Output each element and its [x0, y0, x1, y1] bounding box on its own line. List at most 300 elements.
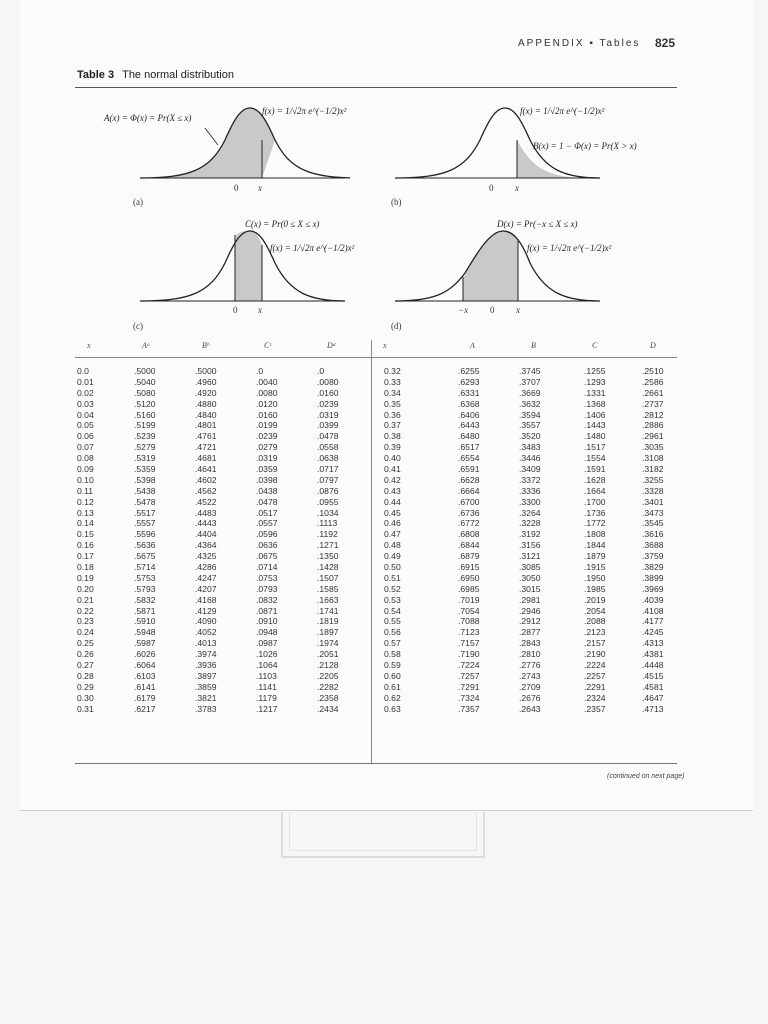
- table-cell: .5478: [134, 496, 156, 507]
- col-header-d-left: Dᵈ: [327, 341, 336, 350]
- table-cell: .3707: [519, 376, 541, 387]
- table-cell: .0871: [256, 605, 278, 616]
- table-cell: .6443: [458, 420, 480, 431]
- table-cell: .4325: [195, 551, 217, 562]
- table-cell: .3616: [642, 529, 664, 540]
- table-cell: .5000: [134, 366, 156, 376]
- table-cell: 0.23: [77, 616, 94, 627]
- table-cell: 0.42: [384, 474, 401, 485]
- table-cell: .0948: [256, 627, 278, 638]
- table-cell: .2123: [584, 627, 606, 638]
- table-cell: 0.58: [384, 649, 401, 660]
- table-cell: .3401: [642, 496, 664, 507]
- panel-a-x: x: [258, 183, 262, 193]
- table-cell: .6591: [458, 464, 480, 475]
- formula-d-top: D(x) = Pr(−x ≤ X ≤ x): [497, 219, 578, 229]
- table-cell: .6554: [458, 453, 480, 464]
- table-cell: 0.59: [384, 660, 401, 671]
- table-cell: .4880: [195, 398, 217, 409]
- panel-d-zero: 0: [490, 305, 495, 315]
- table-cell: .0797: [317, 474, 339, 485]
- table-cell: .0832: [256, 594, 278, 605]
- col-header-b-left: Bᵇ: [202, 341, 210, 350]
- table-cell: 0.53: [384, 594, 401, 605]
- title-rule: [75, 87, 677, 88]
- table-cell: .0517: [256, 507, 278, 518]
- table-cell: 0.39: [384, 442, 401, 453]
- table-cell: .3632: [519, 398, 541, 409]
- table-cell: 0.38: [384, 431, 401, 442]
- table-cell: .3121: [519, 551, 541, 562]
- table-cell: .2737: [642, 398, 664, 409]
- table-cell: 0.52: [384, 583, 401, 594]
- table-cell: .0279: [256, 442, 278, 453]
- table-cell: 0.02: [77, 387, 94, 398]
- table-cell: .6026: [134, 649, 156, 660]
- table-cell: 0.09: [77, 464, 94, 475]
- table-cell: .1443: [584, 420, 606, 431]
- right-b-column: [519, 366, 541, 715]
- table-cell: .4381: [642, 649, 664, 660]
- table-cell: .2282: [317, 681, 339, 692]
- table-number: Table 3: [77, 69, 115, 81]
- table-cell: .5000: [195, 366, 217, 376]
- table-cell: .4483: [195, 507, 217, 518]
- table-cell: 0.24: [77, 627, 94, 638]
- table-cell: .1915: [584, 562, 606, 573]
- table-cell: .7123: [458, 627, 480, 638]
- panel-c-zero: 0: [233, 305, 238, 315]
- table-cell: 0.28: [77, 670, 94, 681]
- table-cell: .1591: [584, 464, 606, 475]
- table-cell: 0.06: [77, 431, 94, 442]
- table-cell: .4761: [195, 431, 217, 442]
- table-cell: .5714: [134, 562, 156, 573]
- table-cell: 0.31: [77, 703, 94, 714]
- table-cell: .0753: [256, 572, 278, 583]
- table-cell: .1026: [256, 649, 278, 660]
- table-cell: 0.36: [384, 409, 401, 420]
- table-cell: .5279: [134, 442, 156, 453]
- table-cell: .4245: [642, 627, 664, 638]
- table-cell: .0: [256, 366, 264, 376]
- table-cell: .3300: [519, 496, 541, 507]
- table-cell: .2776: [519, 660, 541, 671]
- table-cell: .6368: [458, 398, 480, 409]
- table-cell: .3156: [519, 540, 541, 551]
- table-cell: 0.48: [384, 540, 401, 551]
- table-cell: .2877: [519, 627, 541, 638]
- table-cell: .1368: [584, 398, 606, 409]
- table-cell: .0557: [256, 518, 278, 529]
- table-cell: .1293: [584, 376, 606, 387]
- col-header-c-left: Cᶜ: [264, 341, 272, 350]
- table-cell: .3557: [519, 420, 541, 431]
- table-cell: .6736: [458, 507, 480, 518]
- table-cell: 0.10: [77, 474, 94, 485]
- table-name: The normal distribution: [122, 69, 234, 81]
- left-d-column: [317, 366, 339, 715]
- formula-c-right: f(x) = 1/√2π e^(−1/2)x²: [270, 243, 355, 253]
- table-cell: .3192: [519, 529, 541, 540]
- table-cell: .4448: [642, 660, 664, 671]
- table-cell: .1585: [317, 583, 339, 594]
- table-cell: 0.43: [384, 485, 401, 496]
- left-c-column: [256, 366, 278, 715]
- table-cell: .4562: [195, 485, 217, 496]
- table-cell: 0.03: [77, 398, 94, 409]
- table-cell: .3669: [519, 387, 541, 398]
- table-cell: .2051: [317, 649, 339, 660]
- table-cell: .0955: [317, 496, 339, 507]
- table-cell: .4364: [195, 540, 217, 551]
- table-cell: .3409: [519, 464, 541, 475]
- table-cell: .0876: [317, 485, 339, 496]
- table-cell: .5239: [134, 431, 156, 442]
- table-cell: 0.41: [384, 464, 401, 475]
- panel-d-neg-x: −x: [458, 305, 469, 315]
- formula-a-right: f(x) = 1/√2π e^(−1/2)x²: [262, 106, 347, 116]
- table-cell: 0.37: [384, 420, 401, 431]
- table-cell: .0558: [317, 442, 339, 453]
- table-cell: .1700: [584, 496, 606, 507]
- table-cell: 0.40: [384, 453, 401, 464]
- right-x-column: [384, 366, 401, 715]
- table-cell: .4090: [195, 616, 217, 627]
- formula-b-top: f(x) = 1/√2π e^(−1/2)x²: [520, 106, 605, 116]
- table-cell: .3520: [519, 431, 541, 442]
- table-cell: 0.15: [77, 529, 94, 540]
- table-cell: .7224: [458, 660, 480, 671]
- table-cell: .4581: [642, 681, 664, 692]
- table-cell: .6141: [134, 681, 156, 692]
- table-cell: .2912: [519, 616, 541, 627]
- table-cell: .0: [317, 366, 325, 376]
- table-cell: .2709: [519, 681, 541, 692]
- table-cell: 0.34: [384, 387, 401, 398]
- table-cell: .4515: [642, 670, 664, 681]
- table-cell: .0399: [317, 420, 339, 431]
- table-cell: 0.25: [77, 638, 94, 649]
- table-cell: .3050: [519, 572, 541, 583]
- table-cell: .6628: [458, 474, 480, 485]
- table-cell: 0.57: [384, 638, 401, 649]
- shaded-area-c: [235, 231, 262, 301]
- table-cell: .0636: [256, 540, 278, 551]
- table-cell: .5910: [134, 616, 156, 627]
- table-cell: 0.27: [77, 660, 94, 671]
- table-cell: .5438: [134, 485, 156, 496]
- formula-c-top: C(x) = Pr(0 ≤ X ≤ x): [245, 219, 320, 229]
- table-cell: .0596: [256, 529, 278, 540]
- table-cell: .1034: [317, 507, 339, 518]
- table-cell: .6844: [458, 540, 480, 551]
- running-header: APPENDIX ▪ Tables: [518, 38, 641, 49]
- table-cell: .2586: [642, 376, 664, 387]
- table-cell: .6664: [458, 485, 480, 496]
- table-cell: .3899: [642, 572, 664, 583]
- table-cell: .3688: [642, 540, 664, 551]
- table-cell: .5517: [134, 507, 156, 518]
- table-cell: .3264: [519, 507, 541, 518]
- table-cell: .0675: [256, 551, 278, 562]
- normal-curve-c: [130, 223, 360, 323]
- table-cell: .7157: [458, 638, 480, 649]
- table-cell: .3108: [642, 453, 664, 464]
- table-cell: .4840: [195, 409, 217, 420]
- panel-a-label: (a): [133, 197, 143, 207]
- table-cell: 0.26: [77, 649, 94, 660]
- table-cell: .0199: [256, 420, 278, 431]
- table-cell: .4647: [642, 692, 664, 703]
- table-cell: 0.46: [384, 518, 401, 529]
- table-cell: .2886: [642, 420, 664, 431]
- panel-d: [385, 223, 615, 323]
- panel-b-label: (b): [391, 197, 402, 207]
- table-cell: .2190: [584, 649, 606, 660]
- table-cell: .4013: [195, 638, 217, 649]
- table-cell: .6103: [134, 670, 156, 681]
- table-cell: .3829: [642, 562, 664, 573]
- table-cell: 0.16: [77, 540, 94, 551]
- table-cell: .3483: [519, 442, 541, 453]
- right-d-column: [642, 366, 664, 715]
- table-cell: .3745: [519, 366, 541, 376]
- table-cell: .2357: [584, 703, 606, 714]
- table-cell: .2643: [519, 703, 541, 714]
- table-cell: .1736: [584, 507, 606, 518]
- table-cell: .1974: [317, 638, 339, 649]
- table-cell: .3969: [642, 583, 664, 594]
- table-cell: .7054: [458, 605, 480, 616]
- table-cell: .5199: [134, 420, 156, 431]
- table-cell: .3897: [195, 670, 217, 681]
- table-cell: 0.62: [384, 692, 401, 703]
- table-cell: .2676: [519, 692, 541, 703]
- table-cell: .1554: [584, 453, 606, 464]
- table-cell: .2088: [584, 616, 606, 627]
- table-cell: 0.22: [77, 605, 94, 616]
- normal-curve-d: [385, 223, 615, 323]
- table-cell: .2257: [584, 670, 606, 681]
- table-cell: 0.56: [384, 627, 401, 638]
- table-cell: .3821: [195, 692, 217, 703]
- table-cell: .2812: [642, 409, 664, 420]
- col-header-a-right: A: [470, 341, 475, 350]
- shaded-area-d: [463, 231, 518, 301]
- left-a-column: [134, 366, 156, 715]
- table-cell: 0.60: [384, 670, 401, 681]
- table-cell: .1103: [256, 670, 277, 681]
- table-cell: .5398: [134, 474, 156, 485]
- table-cell: .5675: [134, 551, 156, 562]
- table-cell: .2946: [519, 605, 541, 616]
- table-cell: .0160: [317, 387, 339, 398]
- table-cell: .5120: [134, 398, 156, 409]
- table-cell: .3446: [519, 453, 541, 464]
- table-cell: .0638: [317, 453, 339, 464]
- table-cell: 0.20: [77, 583, 94, 594]
- table-cell: .3859: [195, 681, 217, 692]
- table-cell: .1271: [317, 540, 339, 551]
- left-x-column: [77, 366, 94, 715]
- right-c-column: [584, 366, 606, 715]
- table-cell: .2054: [584, 605, 606, 616]
- table-cell: .3328: [642, 485, 664, 496]
- table-cell: .3594: [519, 409, 541, 420]
- table-cell: .1663: [317, 594, 339, 605]
- table-cell: .0987: [256, 638, 278, 649]
- table-cell: 0.12: [77, 496, 94, 507]
- col-header-a-left: Aᵃ: [142, 341, 151, 350]
- table-cell: .3372: [519, 474, 541, 485]
- table-cell: .5832: [134, 594, 156, 605]
- table-cell: 0.05: [77, 420, 94, 431]
- table-cell: .4052: [195, 627, 217, 638]
- table-cell: 0.18: [77, 562, 94, 573]
- table-cell: .6772: [458, 518, 480, 529]
- table-cell: .0319: [317, 409, 339, 420]
- table-cell: .1879: [584, 551, 606, 562]
- table-cell: .4313: [642, 638, 664, 649]
- table-cell: 0.63: [384, 703, 401, 714]
- table-cell: 0.47: [384, 529, 401, 540]
- table-cell: .2810: [519, 649, 541, 660]
- table-cell: .4602: [195, 474, 217, 485]
- table-cell: .1255: [584, 366, 606, 376]
- table-cell: .2324: [584, 692, 606, 703]
- table-cell: .1217: [256, 703, 278, 714]
- table-cell: .6700: [458, 496, 480, 507]
- table-cell: .5948: [134, 627, 156, 638]
- header-rule: [75, 357, 677, 358]
- table-cell: .0478: [256, 496, 278, 507]
- table-cell: .0717: [317, 464, 339, 475]
- table-cell: .2019: [584, 594, 606, 605]
- table-cell: .6879: [458, 551, 480, 562]
- table-cell: .1179: [256, 692, 277, 703]
- table-cell: .1507: [317, 572, 339, 583]
- table-cell: .4641: [195, 464, 217, 475]
- table-cell: .3473: [642, 507, 664, 518]
- table-cell: .7324: [458, 692, 480, 703]
- table-cell: .0478: [317, 431, 339, 442]
- table-cell: .1331: [584, 387, 606, 398]
- table-cell: .2157: [584, 638, 606, 649]
- col-header-x-right: x: [383, 341, 387, 350]
- table-cell: .0080: [256, 387, 278, 398]
- table-cell: .5160: [134, 409, 156, 420]
- table-cell: .2434: [317, 703, 339, 714]
- table-cell: .4443: [195, 518, 217, 529]
- table-cell: .1428: [317, 562, 339, 573]
- panel-c-label: (c): [133, 321, 143, 331]
- table-cell: .0239: [256, 431, 278, 442]
- table-cell: .5596: [134, 529, 156, 540]
- table-cell: 0.11: [77, 485, 94, 496]
- table-cell: .2843: [519, 638, 541, 649]
- table-cell: .3085: [519, 562, 541, 573]
- table-cell: .4177: [642, 616, 664, 627]
- table-cell: 0.01: [77, 376, 94, 387]
- table-cell: .2661: [642, 387, 664, 398]
- table-cell: .2981: [519, 594, 541, 605]
- table-cell: .1141: [256, 681, 277, 692]
- table-cell: .3255: [642, 474, 664, 485]
- continued-note: (continued on next page): [607, 773, 685, 780]
- formula-a-left: A(x) = Φ(x) = Pr(X ≤ x): [104, 113, 192, 123]
- table-cell: .0398: [256, 474, 278, 485]
- table-cell: .0080: [317, 376, 339, 387]
- table-cell: .3182: [642, 464, 664, 475]
- formula-b-right: B(x) = 1 − Φ(x) = Pr(X > x): [533, 141, 637, 151]
- table-cell: 0.17: [77, 551, 94, 562]
- table-cell: .2205: [317, 670, 339, 681]
- table-cell: 0.49: [384, 551, 401, 562]
- table-cell: .5871: [134, 605, 156, 616]
- table-cell: .2961: [642, 431, 664, 442]
- table-cell: .1517: [584, 442, 606, 453]
- table-cell: .4713: [642, 703, 664, 714]
- table-cell: .5557: [134, 518, 156, 529]
- table-cell: .6255: [458, 366, 480, 376]
- table-cell: 0.29: [77, 681, 94, 692]
- table-cell: .3228: [519, 518, 541, 529]
- right-a-column: [458, 366, 480, 715]
- table-cell: .6808: [458, 529, 480, 540]
- table-cell: 0.55: [384, 616, 401, 627]
- table-cell: .4721: [195, 442, 217, 453]
- table-cell: .6293: [458, 376, 480, 387]
- table-cell: .0040: [256, 376, 278, 387]
- table-cell: .5319: [134, 453, 156, 464]
- table-cell: .7291: [458, 681, 480, 692]
- table-cell: .0714: [256, 562, 278, 573]
- table-cell: 0.61: [384, 681, 401, 692]
- table-cell: .1628: [584, 474, 606, 485]
- table-cell: .5636: [134, 540, 156, 551]
- table-cell: .4207: [195, 583, 217, 594]
- table-cell: 0.14: [77, 518, 94, 529]
- binder-clip-inner: [289, 812, 477, 851]
- panel-b-x: x: [515, 183, 519, 193]
- table-cell: 0.35: [384, 398, 401, 409]
- table-cell: .1741: [317, 605, 339, 616]
- table-cell: .4522: [195, 496, 217, 507]
- panel-c: [130, 223, 360, 323]
- table-cell: .0239: [317, 398, 339, 409]
- table-cell: .4168: [195, 594, 217, 605]
- table-cell: .5080: [134, 387, 156, 398]
- column-divider: [371, 340, 372, 764]
- table-cell: .5040: [134, 376, 156, 387]
- panel-d-x: x: [516, 305, 520, 315]
- bottom-rule: [75, 763, 677, 764]
- table-cell: .4681: [195, 453, 217, 464]
- panel-a-zero: 0: [234, 183, 239, 193]
- table-cell: .2743: [519, 670, 541, 681]
- table-cell: .7190: [458, 649, 480, 660]
- table-cell: .3015: [519, 583, 541, 594]
- table-cell: 0.08: [77, 453, 94, 464]
- table-cell: .1844: [584, 540, 606, 551]
- table-cell: .7257: [458, 670, 480, 681]
- table-cell: .1480: [584, 431, 606, 442]
- table-cell: .1664: [584, 485, 606, 496]
- table-cell: .0359: [256, 464, 278, 475]
- panel-d-label: (d): [391, 321, 402, 331]
- table-cell: .0910: [256, 616, 278, 627]
